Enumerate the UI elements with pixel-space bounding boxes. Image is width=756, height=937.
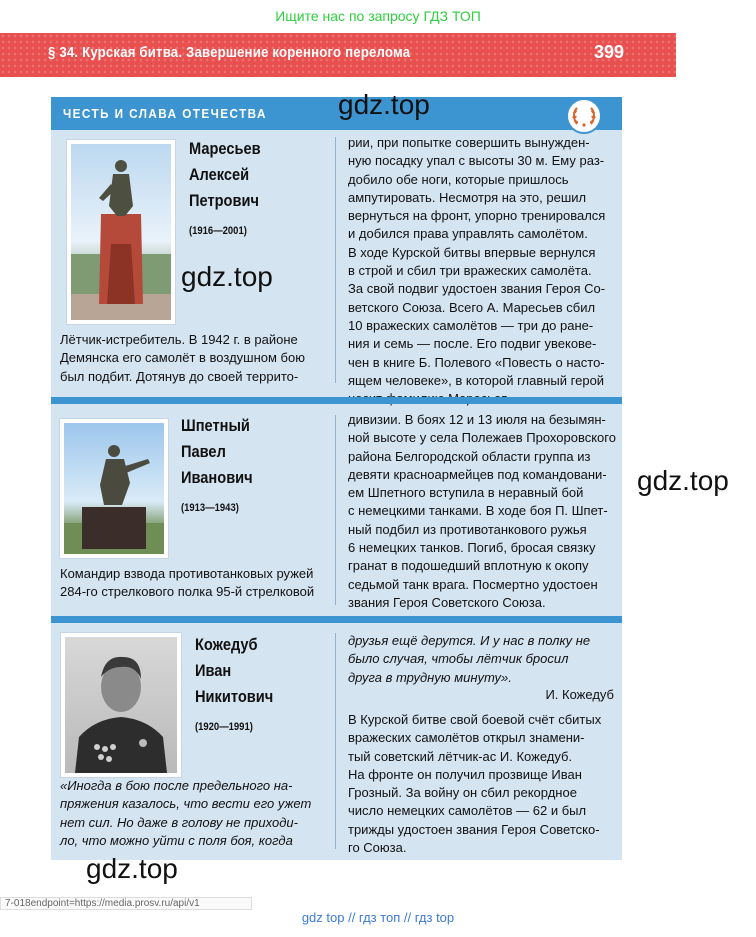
portrait-image — [65, 637, 177, 773]
monument-image — [64, 423, 164, 554]
page-number: 399 — [594, 42, 625, 62]
hero-shpetny-name: Шпетный Павел Иванович — [181, 416, 253, 487]
hero-kozhedub-quote-left: «Иногда в бою после предельного на- пряжения казалось, что вести его ужет нет сил. Но даже в голову не приходи- ло, что можно уйти с поля боя, когда — [60, 778, 312, 848]
top-link[interactable]: Ищите нас по запросу ГДЗ ТОП — [275, 8, 481, 24]
hero-maresyev-years: (1916—2001) — [189, 225, 247, 237]
divider-2 — [335, 415, 336, 605]
section-separator-1 — [51, 397, 622, 404]
watermark: gdz.top — [637, 465, 729, 496]
panel-header — [51, 97, 622, 130]
panel-title: ЧЕСТЬ И СЛАВА ОТЕЧЕСТВА — [63, 106, 267, 121]
quote-author: И. Кожедуб — [545, 687, 614, 702]
hero-shpetny-years: (1913—1943) — [181, 502, 239, 514]
url-fragment: 7-018endpoint=https://media.prosv.ru/api/v1 — [0, 897, 252, 910]
hero-kozhedub-quote-right: друзья ещё дерутся. И у нас в полку не было случая, чтобы лётчик бросил друга в трудную минуту». — [348, 633, 591, 685]
hero-maresyev-text-right: рии, при попытке совершить вынужден- ную посадку упал с высоты 30 м. Ему раз- добило обе ноги, которые пришлось ампутировать. Несмотря на это, решил вернуться на фронт, упорно тренировался и добился права управлять самолётом. В ходе Курской битвы впервые вернулся в строй и сбил три вражеских самолёта. За свой подвиг удостоен звания Героя Со- ветского Союза. Всего А. Маресьев сбил 10 вражеских самолётов — три до ране- ния и семь — после. Его подвиг увекове- чен в книге Б. Полевого «Повесть о насто- ящем человеке», в которой главный герой — [348, 135, 606, 388]
divider-1 — [335, 137, 336, 383]
laurel-emblem-icon — [566, 98, 602, 134]
hero-shpetny-text-left: Командир взвода противотанковых ружей 284-го стрелкового полка 95-й стрелковой — [60, 566, 315, 600]
section-separator-2 — [51, 616, 622, 623]
footer-links[interactable]: gdz top // гдз топ // гдз top — [301, 910, 455, 925]
hero-shpetny-photo — [60, 419, 168, 558]
hero-kozhedub-text-right: В Курской битве свой боевой счёт сбитых вражеских самолётов открыл знамени- тый советский лётчик-ас И. Кожедуб. На фронте он получил прозвище Иван Грозный. За войну он сбил рекордное число немецких самолётов — 62 и был трижды удостоен звания Героя Советско- го Союза. — [348, 712, 602, 856]
watermark: gdz.top — [181, 261, 273, 292]
chapter-header — [0, 33, 676, 77]
monument-image — [71, 144, 171, 320]
hero-kozhedub-years: (1920—1991) — [195, 721, 253, 733]
watermark: gdz.top — [338, 89, 430, 120]
hero-maresyev-photo — [67, 140, 175, 324]
chapter-title: § 34. Курская битва. Завершение коренного перелома — [48, 44, 411, 61]
hero-shpetny-text-right: дивизии. В боях 12 и 13 июля на безымян- ной высоте у села Полежаев Прохоровского района Белгородской области группа из девяти красноармейцев под командовани- ем Шпетного вступила в неравный бой с немецкими танками. В ходе боя П. Шпет- ный подбил из противотанкового ружья 6 немецких танков. Погиб, бросая связку гранат в подошедший вплотную к окопу седьмой танк врага. Посмертно удостоен звания Героя Советского Союза. — [348, 412, 616, 610]
hero-kozhedub-photo — [61, 633, 181, 777]
divider-3 — [335, 633, 336, 849]
watermark: gdz.top — [86, 853, 178, 884]
hero-kozhedub-name: Кожедуб Иван Никитович — [195, 635, 274, 706]
hero-maresyev-text-left: Лётчик-истребитель. В 1942 г. в районе Демянска его самолёт в воздушном бою был подбит. Дотянув до своей террито- — [60, 332, 305, 384]
hero-maresyev-name: Маресьев Алексей Петрович — [189, 139, 261, 210]
honor-panel — [51, 97, 622, 860]
